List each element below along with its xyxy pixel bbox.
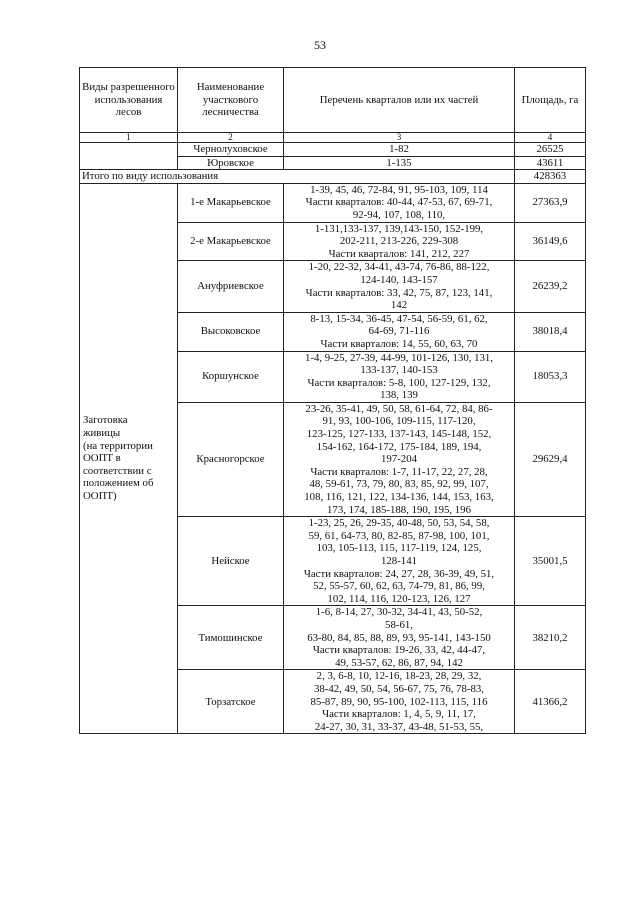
quarters-line: 124-140, 143-157 xyxy=(360,273,438,286)
forestry-name: Красногорское xyxy=(178,402,284,516)
forestry-name: Юровское xyxy=(178,156,284,170)
header-quarters: Перечень кварталов или их частей xyxy=(284,68,515,133)
quarters-line: Части кварталов: 1-7, 11-17, 22, 27, 28, xyxy=(310,465,488,478)
area-value: 29629,4 xyxy=(515,402,586,516)
quarters-list xyxy=(284,183,515,222)
quarters-line: 128-141 xyxy=(381,555,417,567)
quarters-list xyxy=(284,606,515,670)
quarters-line: Части кварталов: 19-26, 33, 42, 44-47, xyxy=(312,644,486,657)
column-number: 1 xyxy=(80,133,178,143)
quarters-line: 102, 114, 116, 120-123, 126, 127 xyxy=(327,592,471,605)
quarters-line: 1-6, 8-14, 27, 30-32, 34-41, 43, 50-52, xyxy=(315,606,483,619)
quarters-line: 63-80, 84, 85, 88, 89, 93, 95-141, 143-150 xyxy=(307,631,491,644)
quarters-line: 1-23, 25, 26, 29-35, 40-48, 50, 53, 54, 58, xyxy=(308,517,490,530)
quarters-line: 48, 59-61, 73, 79, 80, 83, 85, 92, 99, 107, xyxy=(309,478,489,491)
table-row xyxy=(80,183,586,222)
usage-type-line: Заготовка xyxy=(83,414,128,427)
quarters-line: Части кварталов: 24, 27, 28, 36-39, 49, 51, xyxy=(303,567,495,580)
total-row xyxy=(80,170,586,184)
quarters-line: 123-125, 127-133, 137-143, 145-148, 152, xyxy=(306,428,492,441)
total-label: Итого по виду использования xyxy=(80,170,515,184)
quarters-list xyxy=(284,402,515,516)
quarters-list xyxy=(284,351,515,402)
forestry-name: Ануфриевское xyxy=(178,261,284,312)
forestry-name: 2-е Макарьевское xyxy=(178,222,284,261)
area-value: 38018,4 xyxy=(515,312,586,351)
usage-type-line: ООПТ) xyxy=(83,490,117,503)
quarters-line: Части кварталов: 1, 4, 5, 9, 11, 17, xyxy=(322,708,476,721)
column-number: 2 xyxy=(178,133,284,143)
quarters-line: 52, 55-57, 60, 62, 63, 74-79, 81, 86, 99, xyxy=(313,580,485,593)
header-usage-type: Виды разрешенного использования лесов xyxy=(80,68,178,133)
quarters-line: Части кварталов: 40-44, 47-53, 67, 69-71, xyxy=(305,196,493,209)
quarters-line: Части кварталов: 5-8, 100, 127-129, 132, xyxy=(307,376,491,389)
forestry-name: Коршунское xyxy=(178,351,284,402)
quarters-line: 23-26, 35-41, 49, 50, 58, 61-64, 72, 84, 86- xyxy=(305,402,493,415)
total-area: 428363 xyxy=(515,170,586,184)
quarters-line: 1-4, 9-25, 27-39, 44-99, 101-126, 130, 131, xyxy=(304,351,494,364)
quarters-list xyxy=(284,261,515,312)
column-number: 4 xyxy=(515,133,586,143)
quarters-list xyxy=(284,670,515,734)
quarters-list: 1-82 xyxy=(284,143,515,157)
area-value: 27363,9 xyxy=(515,183,586,222)
table-row xyxy=(80,143,586,157)
quarters-line: Части кварталов: 14, 55, 60, 63, 70 xyxy=(320,337,478,350)
quarters-line: 24-27, 30, 31, 33-37, 43-48, 51-53, 55, xyxy=(314,720,484,733)
area-value: 43611 xyxy=(515,156,586,170)
quarters-line: 154-162, 164-172, 175-184, 189, 194, xyxy=(316,440,482,453)
quarters-line: 202-211, 213-226, 229-308 xyxy=(339,235,459,248)
forestry-name: Торзатское xyxy=(178,670,284,734)
quarters-line: 1-131,133-137, 139,143-150, 152-199, xyxy=(314,222,484,235)
area-value: 26239,2 xyxy=(515,261,586,312)
usage-type-line: ООПТ в xyxy=(83,452,121,465)
area-value: 26525 xyxy=(515,143,586,157)
quarters-line: 49, 53-57, 62, 86, 87, 94, 142 xyxy=(335,656,463,669)
area-value: 36149,6 xyxy=(515,222,586,261)
quarters-line: 138, 139 xyxy=(380,389,418,402)
quarters-line: 1-39, 45, 46, 72-84, 91, 95-103, 109, 114 xyxy=(310,183,488,196)
usage-type-line: живицы xyxy=(83,427,121,440)
area-value: 35001,5 xyxy=(515,517,586,606)
quarters-line: 59, 61, 64-73, 80, 82-85, 87-98, 100, 101, xyxy=(308,529,490,542)
quarters-line: 2, 3, 6-8, 10, 12-16, 18-23, 28, 29, 32, xyxy=(316,670,482,683)
quarters-line: 58-61, xyxy=(385,618,413,631)
forestry-name: Нейское xyxy=(178,517,284,606)
quarters-line: 142 xyxy=(390,299,408,312)
usage-type-line: (на территории xyxy=(83,439,153,452)
quarters-line: Части кварталов: 33, 42, 75, 87, 123, 141, xyxy=(305,286,493,299)
column-number: 3 xyxy=(284,133,515,143)
quarters-line: 1-20, 22-32, 34-41, 43-74, 76-86, 88-122, xyxy=(308,261,490,274)
page-number: 53 xyxy=(314,38,326,52)
forest-usage-table xyxy=(79,67,586,734)
usage-type-line: соответствии с xyxy=(83,464,152,477)
area-value: 41366,2 xyxy=(515,670,586,734)
header-row xyxy=(80,68,586,133)
quarters-line: 133-137, 140-153 xyxy=(360,364,438,377)
quarters-line: 85-87, 89, 90, 95-100, 102-113, 115, 116 xyxy=(310,695,488,708)
quarters-line: 108, 116, 121, 122, 134-136, 144, 153, 163, xyxy=(304,491,494,504)
quarters-list: 1-135 xyxy=(284,156,515,170)
usage-type-cell xyxy=(80,183,178,734)
quarters-line: 8-13, 15-34, 36-45, 47-54, 56-59, 61, 62, xyxy=(310,312,488,325)
quarters-list xyxy=(284,517,515,606)
quarters-line: 64-69, 71-116 xyxy=(368,325,430,338)
quarters-line: 91, 93, 100-106, 109-115, 117-120, xyxy=(322,415,476,428)
quarters-list xyxy=(284,222,515,261)
forestry-name: 1-е Макарьевское xyxy=(178,183,284,222)
quarters-line: 173, 174, 185-188, 190, 195, 196 xyxy=(327,503,471,516)
quarters-list xyxy=(284,312,515,351)
forestry-name: Чернолуховское xyxy=(178,143,284,157)
forestry-name: Высоковское xyxy=(178,312,284,351)
area-value: 18053,3 xyxy=(515,351,586,402)
usage-type-line: положением об xyxy=(83,477,154,490)
quarters-line: 103, 105-113, 115, 117-119, 124, 125, xyxy=(316,542,482,555)
quarters-line: 197-204 xyxy=(381,453,417,466)
area-value: 38210,2 xyxy=(515,606,586,670)
header-area: Площадь, га xyxy=(515,68,586,133)
quarters-line: 92-94, 107, 108, 110, xyxy=(352,208,446,221)
quarters-line: Части кварталов: 141, 212, 227 xyxy=(328,247,470,260)
forestry-name: Тимошинское xyxy=(178,606,284,670)
quarters-line: 38-42, 49, 50, 54, 56-67, 75, 76, 78-83, xyxy=(313,682,485,695)
header-forestry: Наименование участкового лесничества xyxy=(178,68,284,133)
column-number-row xyxy=(80,133,586,143)
empty-usage-cell xyxy=(80,143,178,170)
